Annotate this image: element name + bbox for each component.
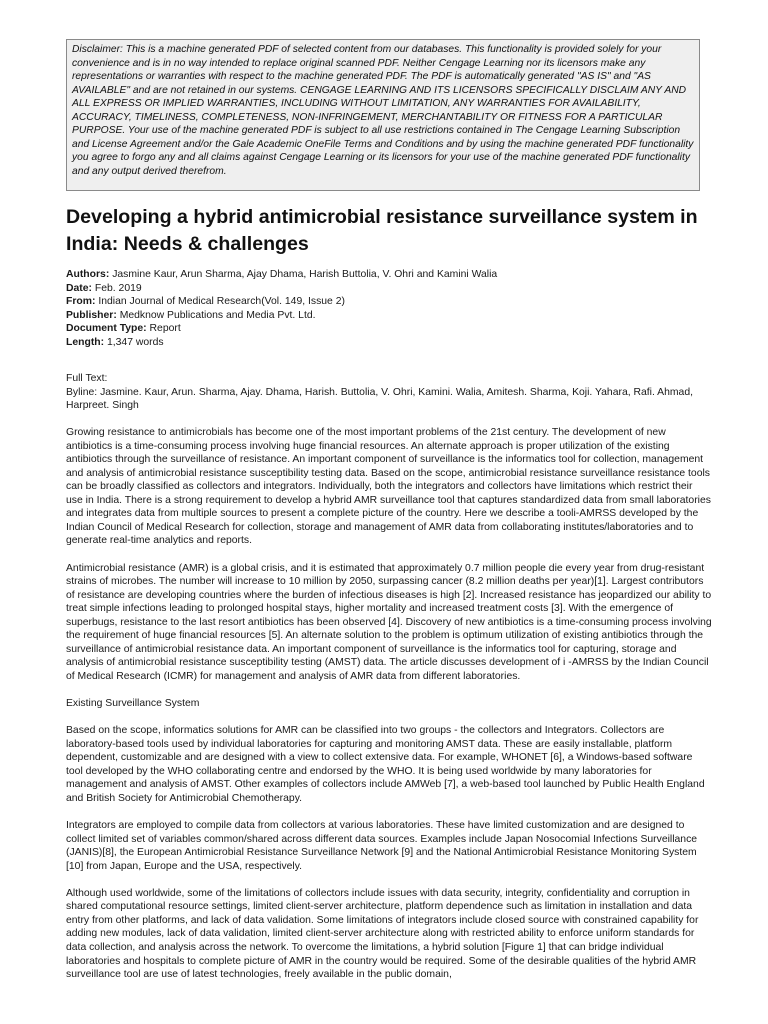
- paragraph-abstract: Growing resistance to antimicrobials has become one of the most important problems of the 21st century. The development of new antibiotics is a time-consuming process involving huge financial resources. An alternate approach is proper utilization of the existing antibiotics through the surveillance of resistance. An important component of surveillance is the informatics tool for collection, management and analysis of antimicrobial resistance susceptibility testing data. Based on the scope, antimicrobial resistance surveillance resistance tools can be broadly classified as collectors and integrators. Individually, both the integrators and collectors have limitations which restrict their use in India. There is a strong requirement to develop a hybrid AMR surveillance tool that captures standardized data from small laboratories and integrates data from multiple sources to present a complete picture of the country. Here we describe a tooli-AMRSS developed by the Indian Council of Medical Research for collection, storage and management of AMR data from collaborating institutes/laboratories and to generate real-time analytics and reports.: [66, 427, 711, 547]
- paragraph-collectors: Based on the scope, informatics solutions for AMR can be classified into two groups - the collectors and Integrators. Collectors are laboratory-based tools used by individual laboratories for capturing and monitoring AMST data. These are easily installable, platform dependent, customizable and are designed with a view to collect extensive data. For example, WHONET [6], a Windows-based software tool developed by the WHO collaborating centre and endorsed by the WHO. It is being used worldwide by many laboratories for management and analysis of AMST. Other examples of collectors include AMWeb [7], a web-based tool launched by Public Health England and British Society for Antimicrobial Chemotherapy.: [66, 725, 705, 804]
- disclaimer-box: Disclaimer: This is a machine generated PDF of selected content from our databases. This functionality is provided solely for your convenience and is in no way intended to replace original scanned PDF. Neither Cengage Learning nor its licensors make any representations or warranties with respect to the machine generated PDF. The PDF is automatically generated "AS IS" and "AS AVAILABLE" and are not retained in our systems. CENGAGE LEARNING AND ITS LICENSORS SPECIFICALLY DISCLAIM ANY AND ALL EXPRESS OR IMPLIED WARRANTIES, INCLUDING WITHOUT LIMITATION, ANY WARRANTIES FOR AVAILABILITY, ACCURACY, TIMELINESS, COMPLETENESS, NON-INFRINGEMENT, MERCHANTABILITY OR FITNESS FOR A PARTICULAR PURPOSE. Your use of the machine generated PDF is subject to all use restrictions contained in The Cengage Learning Subscription and License Agreement and/or the Gale Academic OneFile Terms and Conditions and by using the machine generated PDF functionality you agree to forgo any and all claims against Cengage Learning or its licensors for your use of the machine generated PDF functionality and any output derived therefrom.: [66, 39, 700, 191]
- meta-doctype-value: Report: [149, 323, 181, 335]
- meta-date: [66, 282, 706, 296]
- paragraph-limitations: Although used worldwide, some of the limitations of collectors include issues with data security, integrity, confidentiality and corruption in shared computational resource settings, limited client-server architecture, platform dependence such as limitation in installation and data entry from other platforms, and lack of data validation. Some limitations of integrators include closed source with constrained capability for adding new modules, lack of data validation, limited client-server architecture along with restricted ability to enforce uniform standards for data collection, and analysis across the network. To overcome the limitations, a hybrid solution [Figure 1] that can bridge individual laboratories and hospitals to complete picture of AMR in the country would be required. Some of the desirable qualities of the hybrid AMR surveillance tool are use of latest technologies, freely available in the public domain,: [66, 887, 699, 981]
- meta-authors-label: Authors:: [66, 269, 110, 280]
- meta-length-label: Length:: [66, 336, 105, 348]
- meta-length: [66, 336, 706, 350]
- meta-publisher-label: Publisher:: [66, 309, 117, 321]
- paragraph-intro: Antimicrobial resistance (AMR) is a global crisis, and it is estimated that approximately 0.7 million people die every year from drug-resistant strains of microbes. The number will increase to 10 million by 2050, surpassing cancer (8.2 million deaths per year)[1]. Largest contributors of resistance are developing countries where the burden of infectious diseases is high [2]. Increased resistance has jeopardized our ability to treat simple infections leading to prolonged hospital stays, higher mortality and increased treatment costs [3]. With the emergence of superbugs, resistance to the last resort antibiotics has been observed [4]. Discovery of new antibiotics is a time-consuming process involving the requirement of huge financial resources [5]. An alternate solution to the problem is optimum utilization of existing antibiotics through the surveillance of antimicrobial resistance data. An important component of surveillance is the informatics tool for capturing, storage and analysis of antimicrobial resistance susceptibility testing (AMST) data. The article discusses development of i -AMRSS by the Indian Council of Medical Research (ICMR) for management and analysis of AMR data from different laboratories.: [66, 562, 712, 682]
- meta-publisher: [66, 309, 706, 323]
- fulltext-header: [66, 372, 706, 413]
- meta-authors: [66, 268, 706, 282]
- section-heading-existing-surveillance: Existing Surveillance System: [66, 698, 200, 710]
- article-body: [66, 426, 712, 995]
- byline: Byline: Jasmine. Kaur, Arun. Sharma, Ajay. Dhama, Harish. Buttolia, V. Ohri, Kamini. Walia, Amitesh. Sharma, Koji. Yahara, Rafi. Ahmad, Harpreet. Singh: [66, 386, 693, 412]
- article-title: Developing a hybrid antimicrobial resistance surveillance system in India: Needs & challenges: [66, 206, 698, 255]
- fulltext-label: Full Text:: [66, 373, 108, 384]
- meta-from-value: Indian Journal of Medical Research(Vol. 149, Issue 2): [98, 296, 345, 308]
- meta-date-label: Date:: [66, 282, 92, 294]
- paragraph-integrators: Integrators are employed to compile data from collectors at various laboratories. These have limited customization and are designed to collect limited set of variables common/shared across different data sources. Examples include Japan Nosocomial Infections Surveillance (JANIS)[8], the European Antimicrobial Resistance Surveillance Network [9] and the National Antimicrobial Resistance Monitoring System [10] from Japan, Europe and the USA, respectively.: [66, 820, 698, 872]
- meta-from: [66, 295, 706, 309]
- article-metadata: [66, 268, 706, 350]
- meta-from-label: From:: [66, 296, 96, 308]
- meta-length-value: 1,347 words: [106, 336, 164, 348]
- meta-date-value: Feb. 2019: [94, 282, 142, 294]
- meta-authors-value: Jasmine Kaur, Arun Sharma, Ajay Dhama, Harish Buttolia, V. Ohri and Kamini Walia: [112, 269, 498, 280]
- meta-doctype: [66, 322, 706, 336]
- meta-publisher-value: Medknow Publications and Media Pvt. Ltd.: [119, 309, 316, 321]
- meta-doctype-label: Document Type:: [66, 323, 147, 335]
